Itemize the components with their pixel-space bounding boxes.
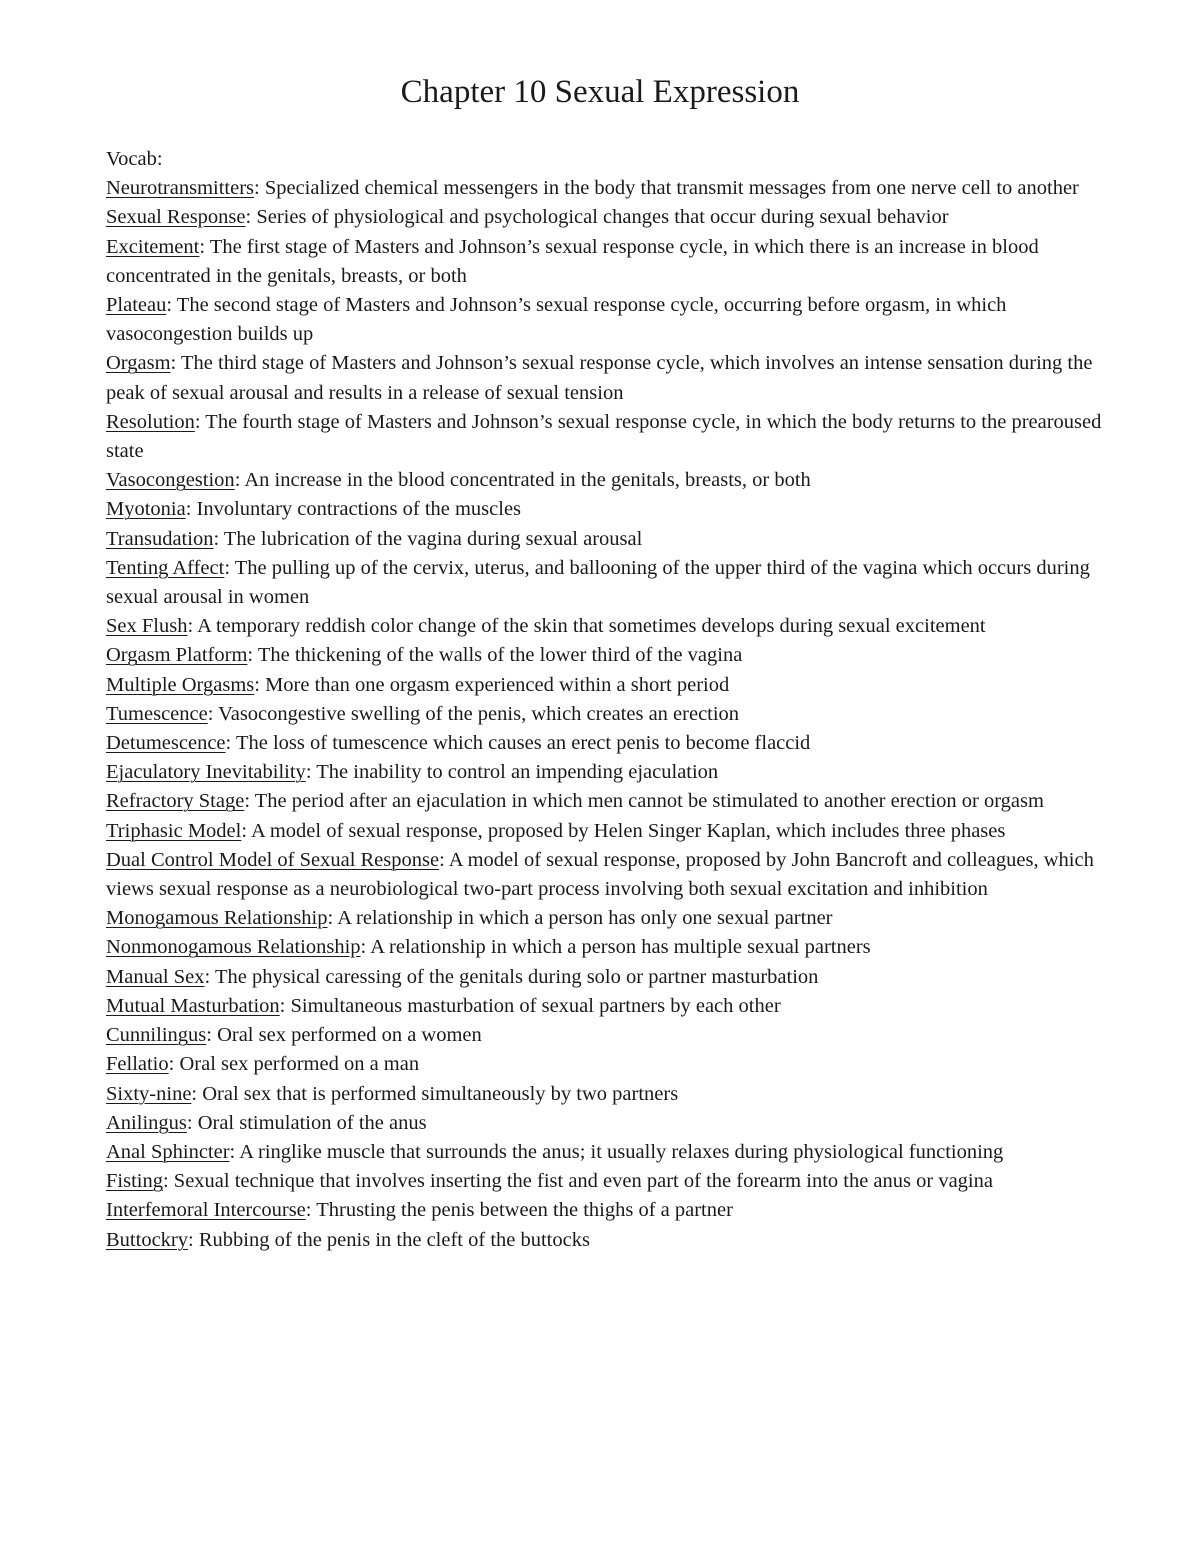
vocab-term: Buttockry (106, 1228, 188, 1251)
vocab-definition: : Rubbing of the penis in the cleft of the buttocks (188, 1228, 590, 1251)
vocab-definition: : Specialized chemical messengers in the body that transmit messages from one nerve cell to another (254, 177, 1079, 200)
page-title: Chapter 10 Sexual Expression (400, 74, 800, 110)
vocab-definition: : A model of sexual response, proposed by John Bancroft and colleagues, which views sexual response as a neurobiological two-part process involving both sexual excitation and inhibition (106, 848, 1094, 901)
vocab-entry (106, 1138, 1106, 1167)
vocab-term: Monogamous Relationship (106, 907, 328, 930)
vocab-label: Vocab: (106, 148, 163, 170)
vocab-definition: : Oral sex that is performed simultaneously by two partners (191, 1082, 679, 1105)
vocab-term: Anal Sphincter (106, 1140, 230, 1163)
vocab-definition: : An increase in the blood concentrated in the genitals, breasts, or both (234, 469, 811, 492)
vocab-entry (106, 554, 1106, 612)
vocab-definition: : The period after an ejaculation in which men cannot be stimulated to another erection or orgasm (244, 790, 1044, 813)
vocab-term: Fellatio (106, 1053, 169, 1076)
vocab-term: Neurotransmitters (106, 177, 255, 200)
vocab-list (106, 174, 1106, 1255)
vocab-definition: : A model of sexual response, proposed by Helen Singer Kaplan, which includes three phases (241, 819, 1006, 842)
vocab-entry (106, 700, 1106, 729)
vocab-entry (106, 641, 1106, 670)
vocab-entry (106, 408, 1106, 466)
vocab-definition: : A ringlike muscle that surrounds the anus; it usually relaxes during physiological functioning (229, 1140, 1004, 1163)
vocab-entry (106, 349, 1106, 407)
vocab-term: Fisting (106, 1170, 163, 1193)
vocab-entry (106, 846, 1106, 904)
vocab-definition: : Oral stimulation of the anus (186, 1111, 427, 1134)
vocab-entry (106, 1050, 1106, 1079)
vocab-entry (106, 817, 1106, 846)
vocab-entry (106, 525, 1106, 554)
vocab-term: Cunnilingus (106, 1024, 207, 1047)
vocab-entry (106, 729, 1106, 758)
vocab-term: Manual Sex (106, 965, 205, 988)
vocab-definition: : Simultaneous masturbation of sexual partners by each other (279, 994, 781, 1017)
vocab-term: Myotonia (106, 498, 186, 521)
vocab-entry (106, 1226, 1106, 1255)
vocab-definition: : Vasocongestive swelling of the penis, which creates an erection (207, 702, 740, 725)
vocab-definition: : The lubrication of the vagina during sexual arousal (213, 527, 643, 550)
vocab-entry (106, 466, 1106, 495)
vocab-definition: : Sexual technique that involves inserting the fist and even part of the forearm into the anus or vagina (162, 1170, 993, 1193)
vocab-term: Nonmonogamous Relationship (106, 936, 361, 959)
vocab-definition: : The pulling up of the cervix, uterus, and ballooning of the upper third of the vagina which occurs during sexual arousal in women (106, 556, 1090, 609)
vocab-term: Triphasic Model (106, 819, 242, 842)
vocab-term: Multiple Orgasms (106, 673, 255, 696)
vocab-definition: : The loss of tumescence which causes an erect penis to become flaccid (225, 732, 811, 755)
vocab-definition: : Series of physiological and psychological changes that occur during sexual behavior (245, 206, 949, 229)
vocab-entry (106, 787, 1106, 816)
vocab-definition: : Oral sex performed on a man (168, 1053, 420, 1076)
vocab-term: Anilingus (106, 1111, 187, 1134)
vocab-entry (106, 671, 1106, 700)
vocab-definition: : A temporary reddish color change of the skin that sometimes develops during sexual excitement (187, 615, 986, 638)
vocab-entry (106, 992, 1106, 1021)
vocab-definition: : More than one orgasm experienced within a short period (254, 673, 730, 696)
vocab-entry (106, 1080, 1106, 1109)
vocab-term: Tumescence (106, 702, 208, 725)
vocab-definition: : A relationship in which a person has only one sexual partner (327, 907, 833, 930)
vocab-definition: : A relationship in which a person has multiple sexual partners (360, 936, 871, 959)
vocab-term: Vasocongestion (106, 469, 235, 492)
vocab-definition: : The thickening of the walls of the lower third of the vagina (247, 644, 743, 667)
vocab-entry (106, 1109, 1106, 1138)
vocab-definition: : The inability to control an impending ejaculation (305, 761, 719, 784)
vocab-definition: : The third stage of Masters and Johnson’s sexual response cycle, which involves an intense sensation during the peak of sexual arousal and results in a release of sexual tension (106, 352, 1093, 404)
vocab-definition: : The first stage of Masters and Johnson’s sexual response cycle, in which there is an increase in blood concentrated in the genitals, breasts, or both (106, 235, 1039, 287)
vocab-entry (106, 1167, 1106, 1196)
vocab-term: Sixty-nine (106, 1082, 192, 1105)
vocab-definition: : The physical caressing of the genitals during solo or partner masturbation (204, 965, 819, 988)
vocab-term: Sexual Response (106, 206, 246, 229)
vocab-entry (106, 904, 1106, 933)
vocab-entry (106, 291, 1106, 349)
vocab-entry (106, 1021, 1106, 1050)
vocab-term: Dual Control Model of Sexual Response (106, 848, 440, 871)
vocab-term: Interfemoral Intercourse (106, 1199, 306, 1222)
vocab-term: Excitement (106, 235, 200, 258)
vocab-entry (106, 933, 1106, 962)
vocab-entry (106, 963, 1106, 992)
vocab-entry (106, 233, 1106, 291)
vocab-term: Transudation (106, 527, 214, 550)
vocab-definition: : The fourth stage of Masters and Johnson’s sexual response cycle, in which the body returns to the prearoused state (106, 410, 1102, 463)
vocab-definition: : The second stage of Masters and Johnson’s sexual response cycle, occurring before orgasm, in which vasocongestion builds up (106, 294, 1007, 346)
vocab-term: Resolution (106, 410, 195, 433)
vocab-section (106, 145, 1106, 1255)
vocab-entry (106, 203, 1106, 232)
vocab-entry (106, 758, 1106, 787)
vocab-term: Plateau (106, 294, 167, 317)
vocab-definition: : Involuntary contractions of the muscles (185, 498, 522, 521)
vocab-term: Refractory Stage (106, 790, 245, 813)
vocab-term: Orgasm (106, 352, 171, 375)
vocab-term: Mutual Masturbation (106, 994, 280, 1017)
vocab-entry (106, 495, 1106, 524)
vocab-definition: : Thrusting the penis between the thighs of a partner (305, 1199, 733, 1222)
vocab-entry (106, 1196, 1106, 1225)
vocab-entry (106, 174, 1106, 203)
vocab-term: Ejaculatory Inevitability (106, 761, 306, 784)
vocab-term: Tenting Affect (106, 556, 225, 579)
vocab-definition: : Oral sex performed on a women (206, 1024, 482, 1047)
vocab-entry (106, 612, 1106, 641)
vocab-term: Sex Flush (106, 615, 188, 638)
vocab-term: Orgasm Platform (106, 644, 248, 667)
vocab-term: Detumescence (106, 732, 226, 755)
